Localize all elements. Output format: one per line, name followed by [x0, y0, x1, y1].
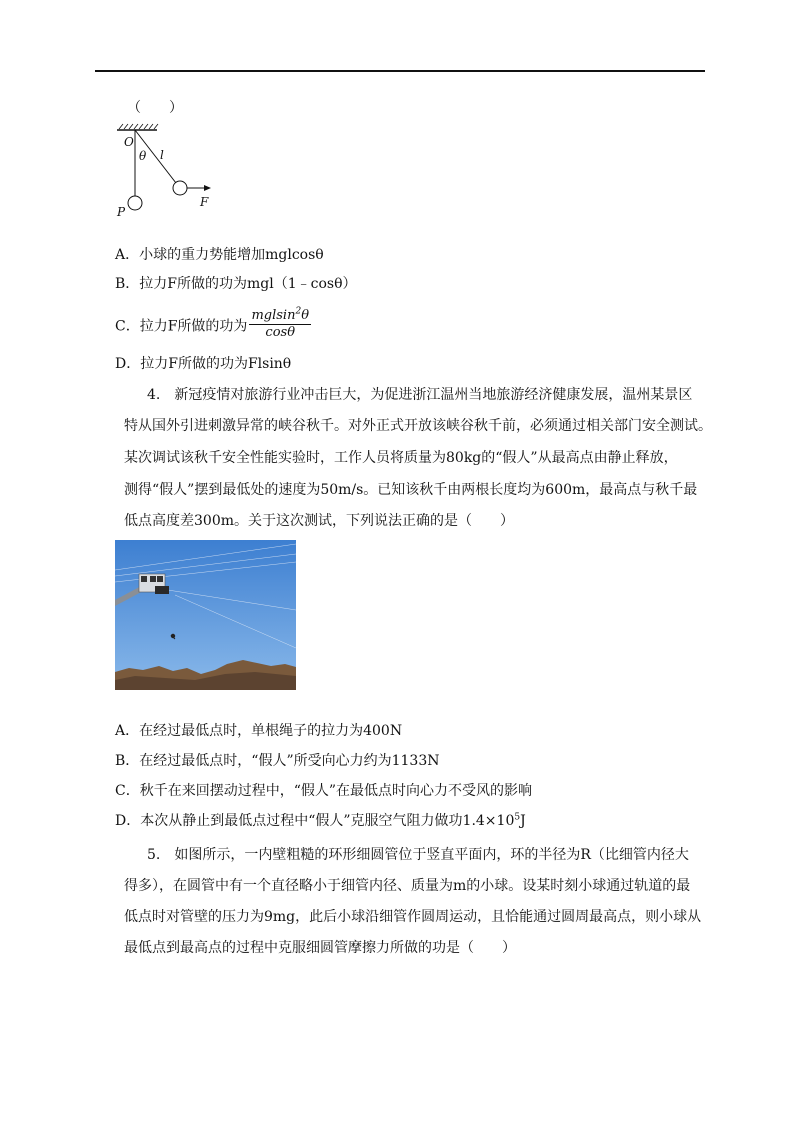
header-rule — [95, 70, 705, 72]
ball — [173, 181, 187, 195]
q5-stem-line: 5. 如图所示，一内壁粗糙的环形细圆管位于竖直平面内，环的半径为R（比细管内径大 — [147, 847, 689, 863]
label-f: F — [200, 195, 209, 209]
answer-bracket: （ ） — [127, 100, 183, 116]
ball-p — [128, 196, 142, 210]
pendulum-diagram — [115, 122, 220, 222]
label-theta: θ — [139, 149, 147, 163]
q4-stem-line: 特从国外引进刺激异常的峡谷秋千。对外正式开放该峡谷秋千前，必须通过相关部门安全测试。 — [124, 418, 712, 434]
q5-stem-line: 最低点到最高点的过程中克服细圆管摩擦力所做的功是（ ） — [124, 940, 516, 956]
q4-stem-line: 某次调试该秋千安全性能实验时，工作人员将质量为80kg的“假人”从最高点由静止释放， — [124, 450, 678, 466]
q4-option-d: D．本次从静止到最低点过程中“假人”克服空气阻力做功$1.4\times 10^5J$ — [115, 812, 526, 829]
label-l: l — [160, 148, 164, 162]
q3-option-c: C．拉力F所做的功为 $\frac{mglsin^2\theta}{\cos\theta}$ — [115, 306, 310, 340]
label-p: P — [117, 205, 126, 219]
q3-option-d: D．拉力F所做的功为Flsinθ — [115, 356, 292, 372]
q4-stem-line: 4. 新冠疫情对旅游行业冲击巨大，为促进浙江温州当地旅游经济健康发展，温州某景区 — [147, 387, 693, 403]
q4-option-c: C．秋千在来回摆动过程中，“假人”在最低点时向心力不受风的影响 — [115, 783, 533, 799]
q3-option-b: B．拉力F所做的功为mgl（1﹣cosθ） — [115, 276, 357, 292]
fraction: $\frac{mglsin^2\theta}{\cos\theta}$ — [251, 306, 310, 340]
q4-stem-line: 测得“假人”摆到最低处的速度为50m/s。已知该秋千由两根长度均为600m，最高点与秋千最 — [124, 482, 698, 498]
label-o: O — [124, 135, 134, 149]
q5-stem-line: 低点时对管壁的压力为9mg，此后小球沿细管作圆周运动，且恰能通过圆周最高点，则小球从 — [124, 909, 702, 925]
q4-option-a: A．在经过最低点时，单根绳子的拉力为400N — [115, 723, 403, 739]
q5-stem-line: 得多），在圆管中有一个直径略小于细管内径、质量为m的小球。设某时刻小球通过轨道的最 — [124, 878, 691, 894]
q3-option-a: A．小球的重力势能增加mglcosθ — [115, 247, 324, 263]
q4-stem-line: 低点高度差300m。关于这次测试，下列说法正确的是（ ） — [124, 513, 514, 529]
canyon-swing-photo — [115, 540, 296, 690]
q4-option-b: B．在经过最低点时，“假人”所受向心力约为1133N — [115, 753, 440, 769]
